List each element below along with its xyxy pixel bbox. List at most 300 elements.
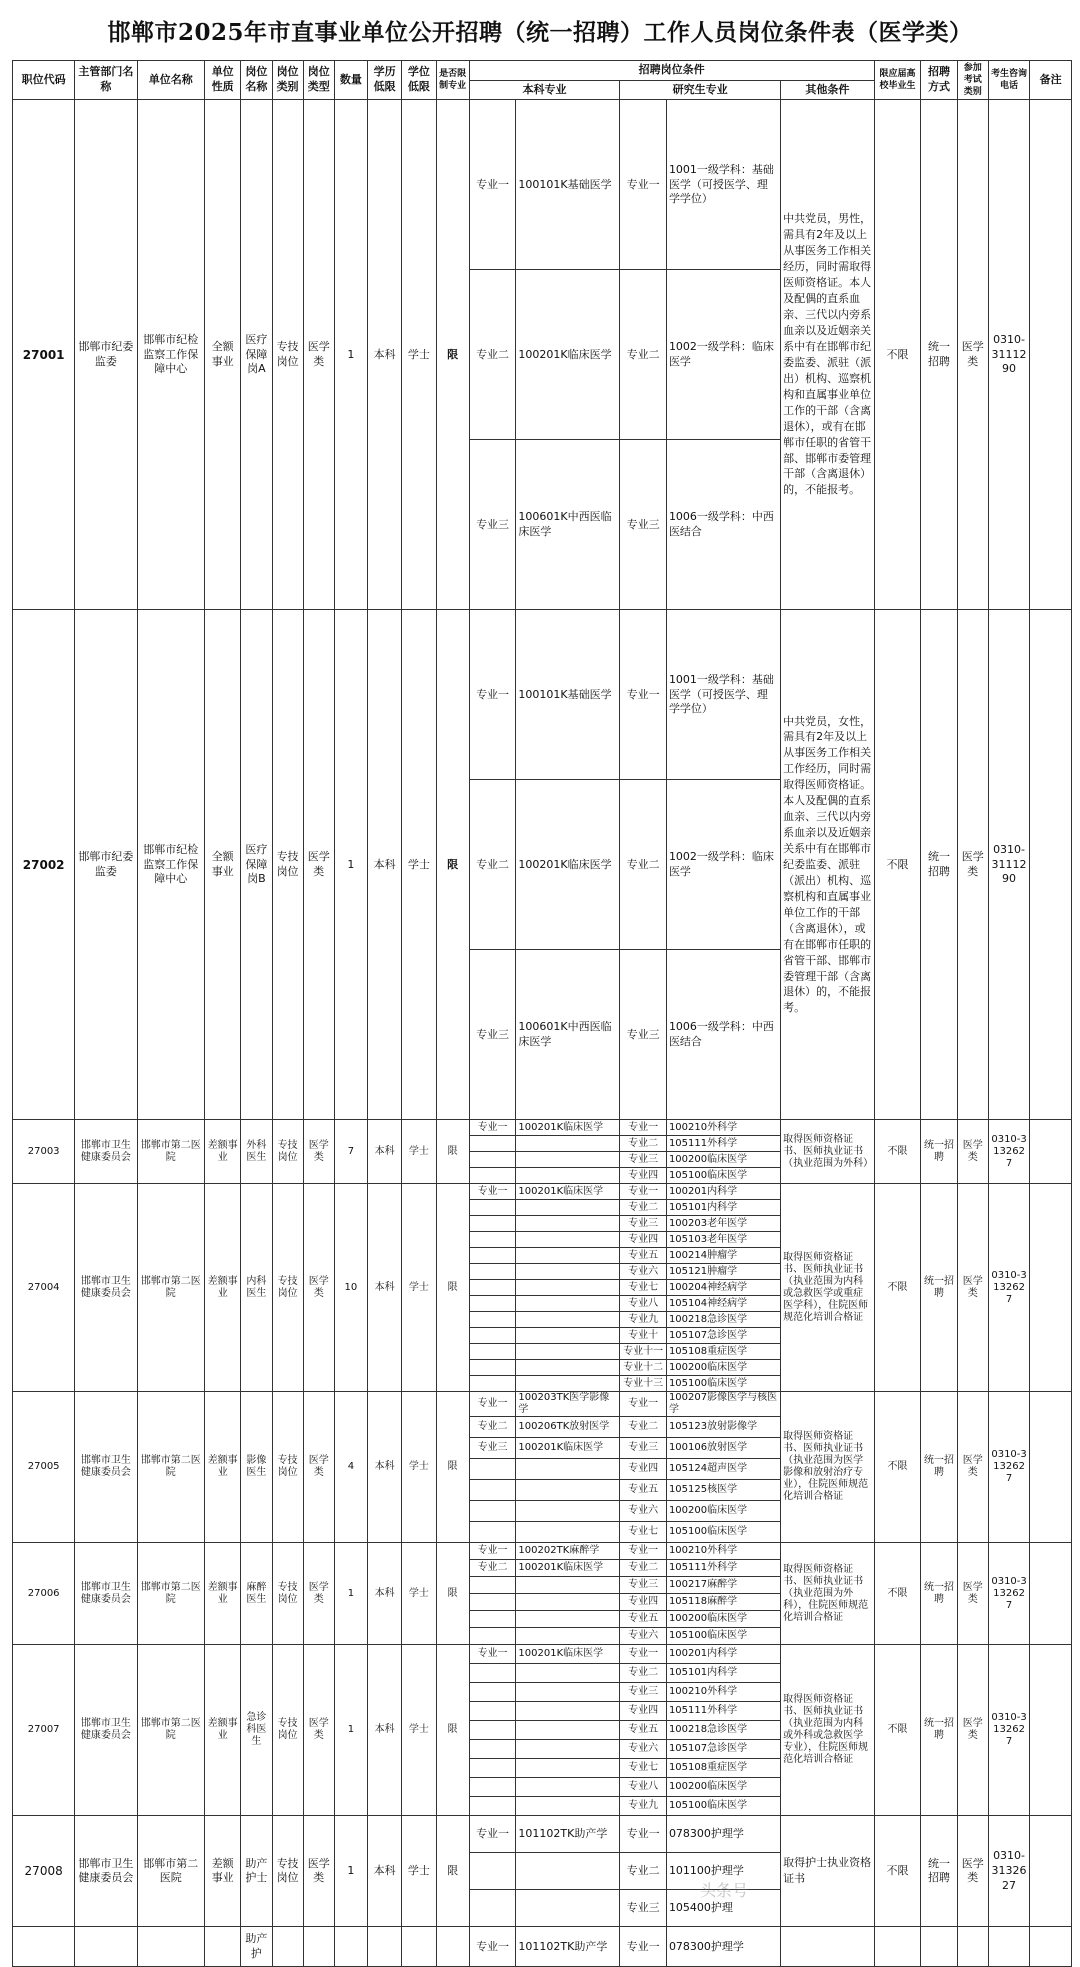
bachelor-major-label	[469, 1312, 516, 1328]
post-type: 医学类	[303, 1392, 334, 1543]
graduate-major-label: 专业九	[620, 1312, 667, 1328]
education-min: 本科	[368, 610, 402, 1120]
empty-cell	[402, 1927, 436, 1967]
header-conditions: 招聘岗位条件	[469, 61, 874, 81]
recruit-method: 统一招聘	[921, 1392, 957, 1543]
graduate-major-label: 专业二	[620, 1853, 667, 1890]
major-restricted: 限	[436, 1392, 469, 1543]
graduate-major: 105121肿瘤学	[666, 1264, 780, 1280]
graduate-major: 105125核医学	[666, 1480, 780, 1501]
degree-min: 学士	[402, 1645, 436, 1816]
graduate-major: 1002一级学科：临床医学	[666, 270, 780, 440]
bachelor-major-label	[469, 1628, 516, 1645]
graduate-major-label: 专业九	[620, 1797, 667, 1816]
graduate-major: 1001一级学科：基础医学（可授医学、理学学位）	[666, 100, 780, 270]
graduates-only: 不限	[874, 610, 921, 1120]
header-post-cat: 岗位类别	[272, 61, 303, 100]
unit-name: 邯郸市纪检监察工作保障中心	[137, 610, 204, 1120]
unit-name: 邯郸市第二医院	[137, 1543, 204, 1645]
graduate-major: 105101内科学	[666, 1200, 780, 1216]
dept-name: 邯郸市卫生健康委员会	[75, 1392, 137, 1543]
bachelor-major	[516, 1702, 620, 1721]
table-row	[13, 100, 1072, 270]
bachelor-major-label	[469, 1136, 516, 1152]
bachelor-major	[516, 1890, 620, 1927]
header-grad-only: 限应届高校毕业生	[874, 61, 921, 100]
bachelor-major	[516, 1664, 620, 1683]
post-name: 外科医生	[241, 1120, 272, 1184]
bachelor-major	[516, 1248, 620, 1264]
table-row	[13, 1816, 1072, 1853]
unit-nature: 差额事业	[205, 1645, 241, 1816]
bachelor-major-label	[469, 1459, 516, 1480]
unit-name: 邯郸市第二医院	[137, 1392, 204, 1543]
bachelor-major-label	[469, 1152, 516, 1168]
graduate-major-label: 专业七	[620, 1522, 667, 1543]
post-category: 专技岗位	[272, 1816, 303, 1927]
empty-cell	[205, 1927, 241, 1967]
education-min: 本科	[368, 1816, 402, 1927]
bachelor-major	[516, 1721, 620, 1740]
exam-category: 医学类	[957, 1184, 988, 1392]
graduate-major-label: 专业三	[620, 440, 667, 610]
bachelor-major-label: 专业一	[469, 1816, 516, 1853]
graduates-only: 不限	[874, 1816, 921, 1927]
graduate-major: 1006一级学科：中西医结合	[666, 950, 780, 1120]
header-remark: 备注	[1030, 61, 1072, 100]
graduate-major-label: 专业四	[620, 1594, 667, 1611]
exam-category: 医学类	[957, 1816, 988, 1927]
dept-name: 邯郸市卫生健康委员会	[75, 1543, 137, 1645]
graduate-major: 100200临床医学	[666, 1611, 780, 1628]
bachelor-major-label	[469, 1721, 516, 1740]
graduate-major: 105100临床医学	[666, 1522, 780, 1543]
bachelor-major-label: 专业二	[469, 780, 516, 950]
bachelor-major-label: 专业三	[469, 1438, 516, 1459]
remark	[1030, 1816, 1072, 1927]
bachelor-major	[516, 1683, 620, 1702]
other-conditions: 取得医师资格证书、医师执业证书（执业范围为内科或外科或急救医学专业），住院医师规范化培训合格证	[781, 1645, 875, 1816]
education-min: 本科	[368, 1184, 402, 1392]
graduate-major-label: 专业一	[620, 100, 667, 270]
graduate-major: 105103老年医学	[666, 1232, 780, 1248]
other-conditions: 取得医师资格证书、医师执业证书（执业范围为外科）	[781, 1120, 875, 1184]
empty-cell	[334, 1927, 367, 1967]
bachelor-major-label	[469, 1232, 516, 1248]
graduate-major: 105107急诊医学	[666, 1740, 780, 1759]
post-count: 7	[334, 1120, 367, 1184]
bachelor-major-label	[469, 1264, 516, 1280]
degree-min: 学士	[402, 1816, 436, 1927]
unit-nature: 差额事业	[205, 1392, 241, 1543]
dept-name: 邯郸市纪委监委	[75, 100, 137, 610]
empty-cell	[368, 1927, 402, 1967]
recruit-method: 统一招聘	[921, 610, 957, 1120]
empty-cell	[874, 1927, 921, 1967]
post-category: 专技岗位	[272, 1543, 303, 1645]
bachelor-major	[516, 1594, 620, 1611]
bachelor-major-label: 专业一	[469, 610, 516, 780]
bachelor-major: 101102TK助产学	[516, 1927, 620, 1967]
bachelor-major	[516, 1328, 620, 1344]
graduates-only: 不限	[874, 1543, 921, 1645]
header-post-type: 岗位类型	[303, 61, 334, 100]
header-unit: 单位名称	[137, 61, 204, 100]
graduate-major: 100201内科学	[666, 1184, 780, 1200]
graduate-major-label: 专业三	[620, 1890, 667, 1927]
graduate-major: 105101内科学	[666, 1664, 780, 1683]
header-degree: 学位低限	[402, 61, 436, 100]
bachelor-major-label	[469, 1360, 516, 1376]
graduate-major: 078300护理学	[666, 1816, 780, 1853]
bachelor-major: 100601K中西医临床医学	[516, 440, 620, 610]
graduates-only: 不限	[874, 100, 921, 610]
graduate-major: 100210外科学	[666, 1120, 780, 1136]
graduate-major-label: 专业二	[620, 1417, 667, 1438]
bachelor-major-label	[469, 1216, 516, 1232]
position-code: 27003	[13, 1120, 75, 1184]
position-code: 27002	[13, 610, 75, 1120]
graduate-major-label: 专业四	[620, 1168, 667, 1184]
graduate-major-label: 专业六	[620, 1501, 667, 1522]
bachelor-major-label	[469, 1200, 516, 1216]
other-conditions: 取得医师资格证书、医师执业证书（执业范围为医学影像和放射治疗专业），住院医师规范化培训合格证	[781, 1392, 875, 1543]
header-graduate: 研究生专业	[620, 80, 781, 100]
recruit-method: 统一招聘	[921, 100, 957, 610]
unit-name: 邯郸市纪检监察工作保障中心	[137, 100, 204, 610]
bachelor-major	[516, 1280, 620, 1296]
graduate-major-label: 专业一	[620, 1543, 667, 1560]
bachelor-major	[516, 1232, 620, 1248]
post-type: 医学类	[303, 1816, 334, 1927]
contact-phone: 0310-3132627	[988, 1645, 1030, 1816]
bachelor-major-label	[469, 1594, 516, 1611]
graduate-major-label: 专业十	[620, 1328, 667, 1344]
post-count: 1	[334, 100, 367, 610]
table-row	[13, 1543, 1072, 1560]
header-other: 其他条件	[781, 80, 875, 100]
contact-phone: 0310-3132627	[988, 1392, 1030, 1543]
graduate-major: 1006一级学科：中西医结合	[666, 440, 780, 610]
graduate-major-label: 专业一	[620, 1392, 667, 1417]
major-restricted: 限	[436, 100, 469, 610]
bachelor-major-label	[469, 1522, 516, 1543]
unit-nature: 全额事业	[205, 610, 241, 1120]
post-name: 麻醉医生	[241, 1543, 272, 1645]
post-count: 1	[334, 610, 367, 1120]
bachelor-major	[516, 1200, 620, 1216]
graduate-major: 100210外科学	[666, 1543, 780, 1560]
graduate-major-label: 专业四	[620, 1232, 667, 1248]
recruit-method: 统一招聘	[921, 1645, 957, 1816]
empty-cell	[1030, 1927, 1072, 1967]
bachelor-major	[516, 1480, 620, 1501]
post-name: 影像医生	[241, 1392, 272, 1543]
graduate-major: 100200临床医学	[666, 1501, 780, 1522]
other-conditions: 中共党员，女性，需具有2年及以上从事医务工作相关工作经历，同时需取得医师资格证。本人及配偶的直系血亲、三代以内旁系血亲以及近姻亲关系中有在邯郸市纪委监委、派驻（派出）机构、巡察机构和直属事业单位工作的干部（含离退休），或有在邯郸市任职的省管干部、邯郸市委管理干部（含离退休）的，不能报考。	[781, 610, 875, 1120]
bachelor-major-label: 专业一	[469, 1120, 516, 1136]
bachelor-major	[516, 1376, 620, 1392]
bachelor-major-label: 专业一	[469, 1392, 516, 1417]
graduate-major: 105104神经病学	[666, 1296, 780, 1312]
bachelor-major: 100201K临床医学	[516, 1560, 620, 1577]
contact-phone: 0310-3132627	[988, 1543, 1030, 1645]
post-type: 医学类	[303, 1120, 334, 1184]
bachelor-major: 100201K临床医学	[516, 1120, 620, 1136]
degree-min: 学士	[402, 100, 436, 610]
education-min: 本科	[368, 1120, 402, 1184]
bachelor-major	[516, 1459, 620, 1480]
post-type: 医学类	[303, 1184, 334, 1392]
post-type: 医学类	[303, 1543, 334, 1645]
bachelor-major	[516, 1216, 620, 1232]
bachelor-major: 100202TK麻醉学	[516, 1543, 620, 1560]
graduate-major-label: 专业四	[620, 1702, 667, 1721]
bachelor-major-label	[469, 1328, 516, 1344]
graduate-major-label: 专业一	[620, 1184, 667, 1200]
bachelor-major-label: 专业二	[469, 1417, 516, 1438]
bachelor-major-label	[469, 1759, 516, 1778]
bachelor-major-label: 专业一	[469, 1645, 516, 1664]
header-code: 职位代码	[13, 61, 75, 100]
position-code: 27004	[13, 1184, 75, 1392]
graduate-major-label: 专业一	[620, 1120, 667, 1136]
post-name: 医疗保障岗B	[241, 610, 272, 1120]
graduate-major-label: 专业二	[620, 1200, 667, 1216]
bachelor-major: 100206TK放射医学	[516, 1417, 620, 1438]
table-row	[13, 1120, 1072, 1136]
exam-category: 医学类	[957, 1120, 988, 1184]
post-name: 助产护	[241, 1927, 272, 1967]
bachelor-major-label	[469, 1376, 516, 1392]
header-post-name: 岗位名称	[241, 61, 272, 100]
bachelor-major: 100201K临床医学	[516, 270, 620, 440]
table-body	[13, 100, 1072, 1967]
unit-name: 邯郸市第二医院	[137, 1184, 204, 1392]
bachelor-major-label	[469, 1577, 516, 1594]
unit-nature: 差额事业	[205, 1816, 241, 1927]
graduate-major-label: 专业五	[620, 1480, 667, 1501]
degree-min: 学士	[402, 1392, 436, 1543]
remark	[1030, 1543, 1072, 1645]
graduate-major: 105400护理	[666, 1890, 780, 1927]
bachelor-major-label: 专业一	[469, 1927, 516, 1967]
degree-min: 学士	[402, 1184, 436, 1392]
education-min: 本科	[368, 1392, 402, 1543]
unit-nature: 全额事业	[205, 100, 241, 610]
graduate-major: 105100临床医学	[666, 1168, 780, 1184]
graduate-major: 100200临床医学	[666, 1360, 780, 1376]
graduate-major: 100214肿瘤学	[666, 1248, 780, 1264]
header-exam: 参加考试类别	[957, 61, 988, 100]
post-count: 1	[334, 1816, 367, 1927]
watermark: 头条号	[700, 1881, 749, 1900]
bachelor-major-label: 专业一	[469, 100, 516, 270]
contact-phone: 0310-3132627	[988, 1120, 1030, 1184]
empty-cell	[13, 1927, 75, 1967]
bachelor-major	[516, 1577, 620, 1594]
header-count: 数量	[334, 61, 367, 100]
position-code: 27006	[13, 1543, 75, 1645]
graduate-major: 100200临床医学	[666, 1152, 780, 1168]
table-row	[13, 1184, 1072, 1200]
graduate-major: 105111外科学	[666, 1136, 780, 1152]
bachelor-major	[516, 1152, 620, 1168]
graduate-major-label: 专业三	[620, 1683, 667, 1702]
empty-cell	[75, 1927, 137, 1967]
position-code: 27008	[13, 1816, 75, 1927]
bachelor-major-label	[469, 1248, 516, 1264]
bachelor-major-label	[469, 1740, 516, 1759]
bachelor-major-label	[469, 1480, 516, 1501]
post-category: 专技岗位	[272, 1392, 303, 1543]
empty-cell	[781, 1927, 875, 1967]
graduate-major-label: 专业二	[620, 1136, 667, 1152]
dept-name: 邯郸市卫生健康委员会	[75, 1120, 137, 1184]
position-code: 27005	[13, 1392, 75, 1543]
major-restricted: 限	[436, 1816, 469, 1927]
bachelor-major-label: 专业一	[469, 1543, 516, 1560]
empty-cell	[436, 1927, 469, 1967]
graduate-major: 105111外科学	[666, 1560, 780, 1577]
header-phone: 考生咨询电话	[988, 61, 1030, 100]
exam-category: 医学类	[957, 1543, 988, 1645]
post-name: 急诊科医生	[241, 1645, 272, 1816]
header-method: 招聘方式	[921, 61, 957, 100]
remark	[1030, 610, 1072, 1120]
graduate-major: 1002一级学科：临床医学	[666, 780, 780, 950]
graduate-major-label: 专业二	[620, 780, 667, 950]
dept-name: 邯郸市卫生健康委员会	[75, 1816, 137, 1927]
header-restrict: 是否限制专业	[436, 61, 469, 100]
graduate-major: 078300护理学	[666, 1927, 780, 1967]
bachelor-major-label	[469, 1501, 516, 1522]
bachelor-major: 100201K临床医学	[516, 1184, 620, 1200]
positions-table	[12, 60, 1072, 1967]
graduate-major-label: 专业八	[620, 1778, 667, 1797]
unit-name: 邯郸市第二医院	[137, 1120, 204, 1184]
bachelor-major-label	[469, 1296, 516, 1312]
post-type: 医学类	[303, 100, 334, 610]
post-name: 助产护士	[241, 1816, 272, 1927]
unit-nature: 差额事业	[205, 1543, 241, 1645]
bachelor-major-label: 专业二	[469, 270, 516, 440]
degree-min: 学士	[402, 1543, 436, 1645]
graduate-major-label: 专业四	[620, 1459, 667, 1480]
graduate-major: 1001一级学科：基础医学（可授医学、理学学位）	[666, 610, 780, 780]
education-min: 本科	[368, 100, 402, 610]
bachelor-major	[516, 1853, 620, 1890]
graduate-major-label: 专业三	[620, 1438, 667, 1459]
bachelor-major-label	[469, 1702, 516, 1721]
bachelor-major	[516, 1778, 620, 1797]
bachelor-major-label: 专业三	[469, 440, 516, 610]
post-category: 专技岗位	[272, 1184, 303, 1392]
graduate-major-label: 专业三	[620, 950, 667, 1120]
dept-name: 邯郸市卫生健康委员会	[75, 1184, 137, 1392]
graduate-major-label: 专业六	[620, 1264, 667, 1280]
major-restricted: 限	[436, 610, 469, 1120]
bachelor-major	[516, 1312, 620, 1328]
graduate-major-label: 专业六	[620, 1628, 667, 1645]
bachelor-major: 101102TK助产学	[516, 1816, 620, 1853]
other-conditions: 取得护士执业资格证书	[781, 1816, 875, 1927]
bachelor-major	[516, 1611, 620, 1628]
graduate-major-label: 专业二	[620, 1664, 667, 1683]
bachelor-major	[516, 1501, 620, 1522]
bachelor-major-label	[469, 1797, 516, 1816]
degree-min: 学士	[402, 1120, 436, 1184]
bachelor-major	[516, 1797, 620, 1816]
bachelor-major-label	[469, 1344, 516, 1360]
recruit-method: 统一招聘	[921, 1184, 957, 1392]
graduate-major: 105108重症医学	[666, 1344, 780, 1360]
bachelor-major	[516, 1740, 620, 1759]
graduate-major-label: 专业五	[620, 1611, 667, 1628]
post-category: 专技岗位	[272, 1120, 303, 1184]
remark	[1030, 100, 1072, 610]
recruit-method: 统一招聘	[921, 1120, 957, 1184]
header-nature: 单位性质	[205, 61, 241, 100]
bachelor-major-label: 专业三	[469, 950, 516, 1120]
graduate-major: 100200临床医学	[666, 1778, 780, 1797]
contact-phone: 0310-3111290	[988, 610, 1030, 1120]
graduate-major-label: 专业三	[620, 1577, 667, 1594]
graduate-major: 105100临床医学	[666, 1376, 780, 1392]
bachelor-major	[516, 1264, 620, 1280]
post-type: 医学类	[303, 610, 334, 1120]
graduate-major-label: 专业三	[620, 1152, 667, 1168]
graduates-only: 不限	[874, 1120, 921, 1184]
unit-name: 邯郸市第二医院	[137, 1645, 204, 1816]
post-category: 专技岗位	[272, 610, 303, 1120]
bachelor-major-label	[469, 1611, 516, 1628]
document-title: 邯郸市2025年市直事业单位公开招聘（统一招聘）工作人员岗位条件表（医学类）	[107, 18, 973, 46]
post-name: 内科医生	[241, 1184, 272, 1392]
graduate-major-label: 专业三	[620, 1216, 667, 1232]
other-conditions: 取得医师资格证书、医师执业证书（执业范围为外科），住院医师规范化培训合格证	[781, 1543, 875, 1645]
graduate-major-label: 专业十二	[620, 1360, 667, 1376]
remark	[1030, 1645, 1072, 1816]
graduate-major: 105124超声医学	[666, 1459, 780, 1480]
bachelor-major	[516, 1522, 620, 1543]
other-conditions: 取得医师资格证书、医师执业证书（执业范围为内科或急救医学或重症医学科），住院医师规范化培训合格证	[781, 1184, 875, 1392]
exam-category: 医学类	[957, 1645, 988, 1816]
graduate-major-label: 专业二	[620, 270, 667, 440]
empty-cell	[957, 1927, 988, 1967]
post-category: 专技岗位	[272, 100, 303, 610]
bachelor-major: 100201K临床医学	[516, 780, 620, 950]
graduate-major: 100217麻醉学	[666, 1577, 780, 1594]
graduate-major: 100210外科学	[666, 1683, 780, 1702]
education-min: 本科	[368, 1645, 402, 1816]
table-row	[13, 610, 1072, 780]
graduate-major-label: 专业八	[620, 1296, 667, 1312]
other-conditions: 中共党员，男性，需具有2年及以上从事医务工作相关经历，同时需取得医师资格证。本人及配偶的直系血亲、三代以内旁系血亲以及近姻亲关系中有在邯郸市纪委监委、派驻（派出）机构、巡察机构和直属事业单位工作的干部（含离退休），或有在邯郸市任职的省管干部、邯郸市委管理干部（含离退休）的，不能报考。	[781, 100, 875, 610]
bachelor-major	[516, 1168, 620, 1184]
graduate-major-label: 专业一	[620, 1927, 667, 1967]
empty-cell	[921, 1927, 957, 1967]
post-count: 10	[334, 1184, 367, 1392]
remark	[1030, 1392, 1072, 1543]
bachelor-major	[516, 1296, 620, 1312]
bachelor-major-label	[469, 1853, 516, 1890]
contact-phone: 0310-3132627	[988, 1184, 1030, 1392]
graduate-major: 105100临床医学	[666, 1628, 780, 1645]
recruit-method: 统一招聘	[921, 1543, 957, 1645]
education-min: 本科	[368, 1543, 402, 1645]
post-count: 4	[334, 1392, 367, 1543]
